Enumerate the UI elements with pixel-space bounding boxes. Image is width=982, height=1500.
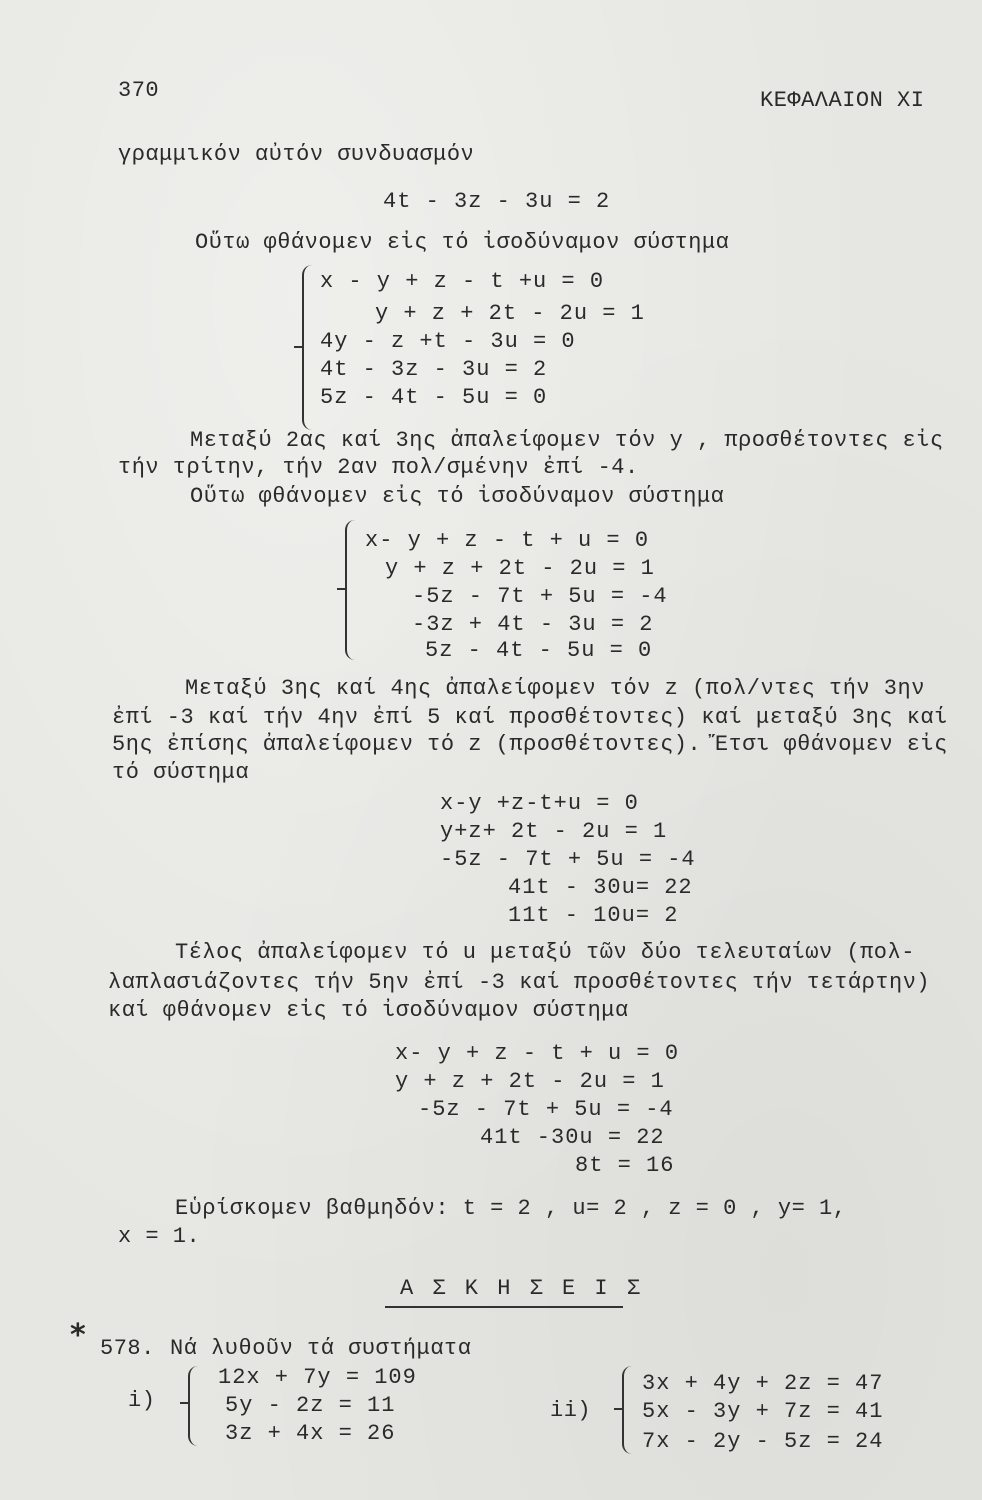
problem-text: Νά λυθοῦν τά συστήματα: [170, 1336, 472, 1361]
part-i-eq2: 5y - 2z = 11: [225, 1393, 396, 1418]
problem-number: 578.: [100, 1336, 155, 1361]
system1-eq2: y + z + 2t - 2u = 1: [375, 301, 645, 326]
system3-eq4: 41t - 30u= 22: [508, 875, 693, 900]
part-i-brace: [188, 1366, 200, 1446]
result-line1: Εὑρίσκομεν βαθμηδόν: t = 2 , u= 2 , z = 0 , y= 1,: [175, 1196, 847, 1221]
system2-eq5: 5z - 4t - 5u = 0: [425, 638, 653, 663]
result-line2: x = 1.: [118, 1224, 201, 1249]
part-ii-eq2: 5x - 3y + 7z = 41: [642, 1399, 884, 1424]
intro-line: γραμμικόν αὐτόν συνδυασμόν: [118, 142, 475, 167]
part-i-label: i): [128, 1388, 156, 1413]
system4-eq4: 41t -30u = 22: [480, 1125, 665, 1150]
system4-eq3: -5z - 7t + 5u = -4: [418, 1097, 674, 1122]
para2-line2: τήν τρίτην, τήν 2αν πολ/σμένην ἐπί -4.: [118, 455, 639, 480]
system1-eq1: x - y + z - t +u = 0: [320, 269, 605, 294]
para3-line4: τό σύστημα: [112, 760, 250, 785]
part-ii-brace: [622, 1366, 634, 1454]
exercises-heading-underline: [385, 1306, 623, 1308]
part-ii-eq1: 3x + 4y + 2z = 47: [642, 1371, 884, 1396]
part-i-brace-tip: [180, 1402, 188, 1404]
para3-line2: ἐπί -3 καί τήν 4ην ἐπί 5 καί προσθέτοντες) καί μεταξύ 3ης καί: [112, 705, 948, 730]
system2-eq4: -3z + 4t - 3u = 2: [412, 612, 654, 637]
equivalent-system-intro: Οὕτω φθάνομεν εἰς τό ἰσοδύναμον σύστημα: [195, 230, 730, 255]
para3-line1: Μεταξύ 3ης καί 4ης ἀπαλείφομεν τόν z (πολ/ντες τήν 3ην: [185, 676, 925, 701]
system1-eq3: 4y - z +t - 3u = 0: [320, 329, 576, 354]
exercises-heading: Α Σ Κ Η Σ Ε Ι Σ: [400, 1276, 644, 1301]
system1-eq5: 5z - 4t - 5u = 0: [320, 385, 548, 410]
system2-eq3: -5z - 7t + 5u = -4: [412, 584, 668, 609]
chapter-heading: ΚΕΦΑΛΑΙΟΝ XI: [760, 88, 925, 113]
para3-line3: 5ης ἐπίσης ἀπαλείφομεν τό z (προσθέτοντες). Ἔτσι φθάνομεν εἰς: [112, 732, 948, 757]
system4-eq2: y + z + 2t - 2u = 1: [395, 1069, 665, 1094]
page-number: 370: [118, 78, 160, 103]
para2-line1: Μεταξύ 2ας καί 3ης ἀπαλείφομεν τόν y , προσθέτοντες εἰς: [190, 428, 944, 453]
system4-eq1: x- y + z - t + u = 0: [395, 1041, 680, 1066]
star-mark: *: [70, 1318, 86, 1353]
part-ii-brace-tip: [614, 1408, 622, 1410]
system3-eq5: 11t - 10u= 2: [508, 903, 679, 928]
system1-eq4: 4t - 3z - 3u = 2: [320, 357, 548, 382]
system3-eq1: x-y +z-t+u = 0: [440, 791, 639, 816]
system2-eq1: x- y + z - t + u = 0: [365, 528, 650, 553]
para4-line1: Τέλος ἀπαλείφομεν τό u μεταξύ τῶν δύο τελευταίων (πολ-: [175, 940, 915, 965]
combination-equation: 4t - 3z - 3u = 2: [383, 189, 611, 214]
para4-line2: λαπλασιάζοντες τήν 5ην ἐπί -3 καί προσθέτοντες τήν τετάρτην): [108, 970, 931, 995]
part-i-eq1: 12x + 7y = 109: [218, 1365, 417, 1390]
system3-eq3: -5z - 7t + 5u = -4: [440, 847, 696, 872]
part-i-eq3: 3z + 4x = 26: [225, 1421, 396, 1446]
system2-brace: [345, 520, 357, 660]
system4-eq5: 8t = 16: [575, 1153, 675, 1178]
para4-line3: καί φθάνομεν εἰς τό ἰσοδύναμον σύστημα: [108, 998, 629, 1023]
system1-brace: [302, 265, 314, 430]
system1-brace-tip: [294, 346, 302, 348]
system3-eq2: y+z+ 2t - 2u = 1: [440, 819, 668, 844]
part-ii-eq3: 7x - 2y - 5z = 24: [642, 1429, 884, 1454]
system2-brace-tip: [337, 588, 345, 590]
para2-line3: Οὕτω φθάνομεν εἰς τό ἰσοδύναμον σύστημα: [190, 484, 725, 509]
system2-eq2: y + z + 2t - 2u = 1: [385, 556, 655, 581]
part-ii-label: ii): [550, 1398, 592, 1423]
